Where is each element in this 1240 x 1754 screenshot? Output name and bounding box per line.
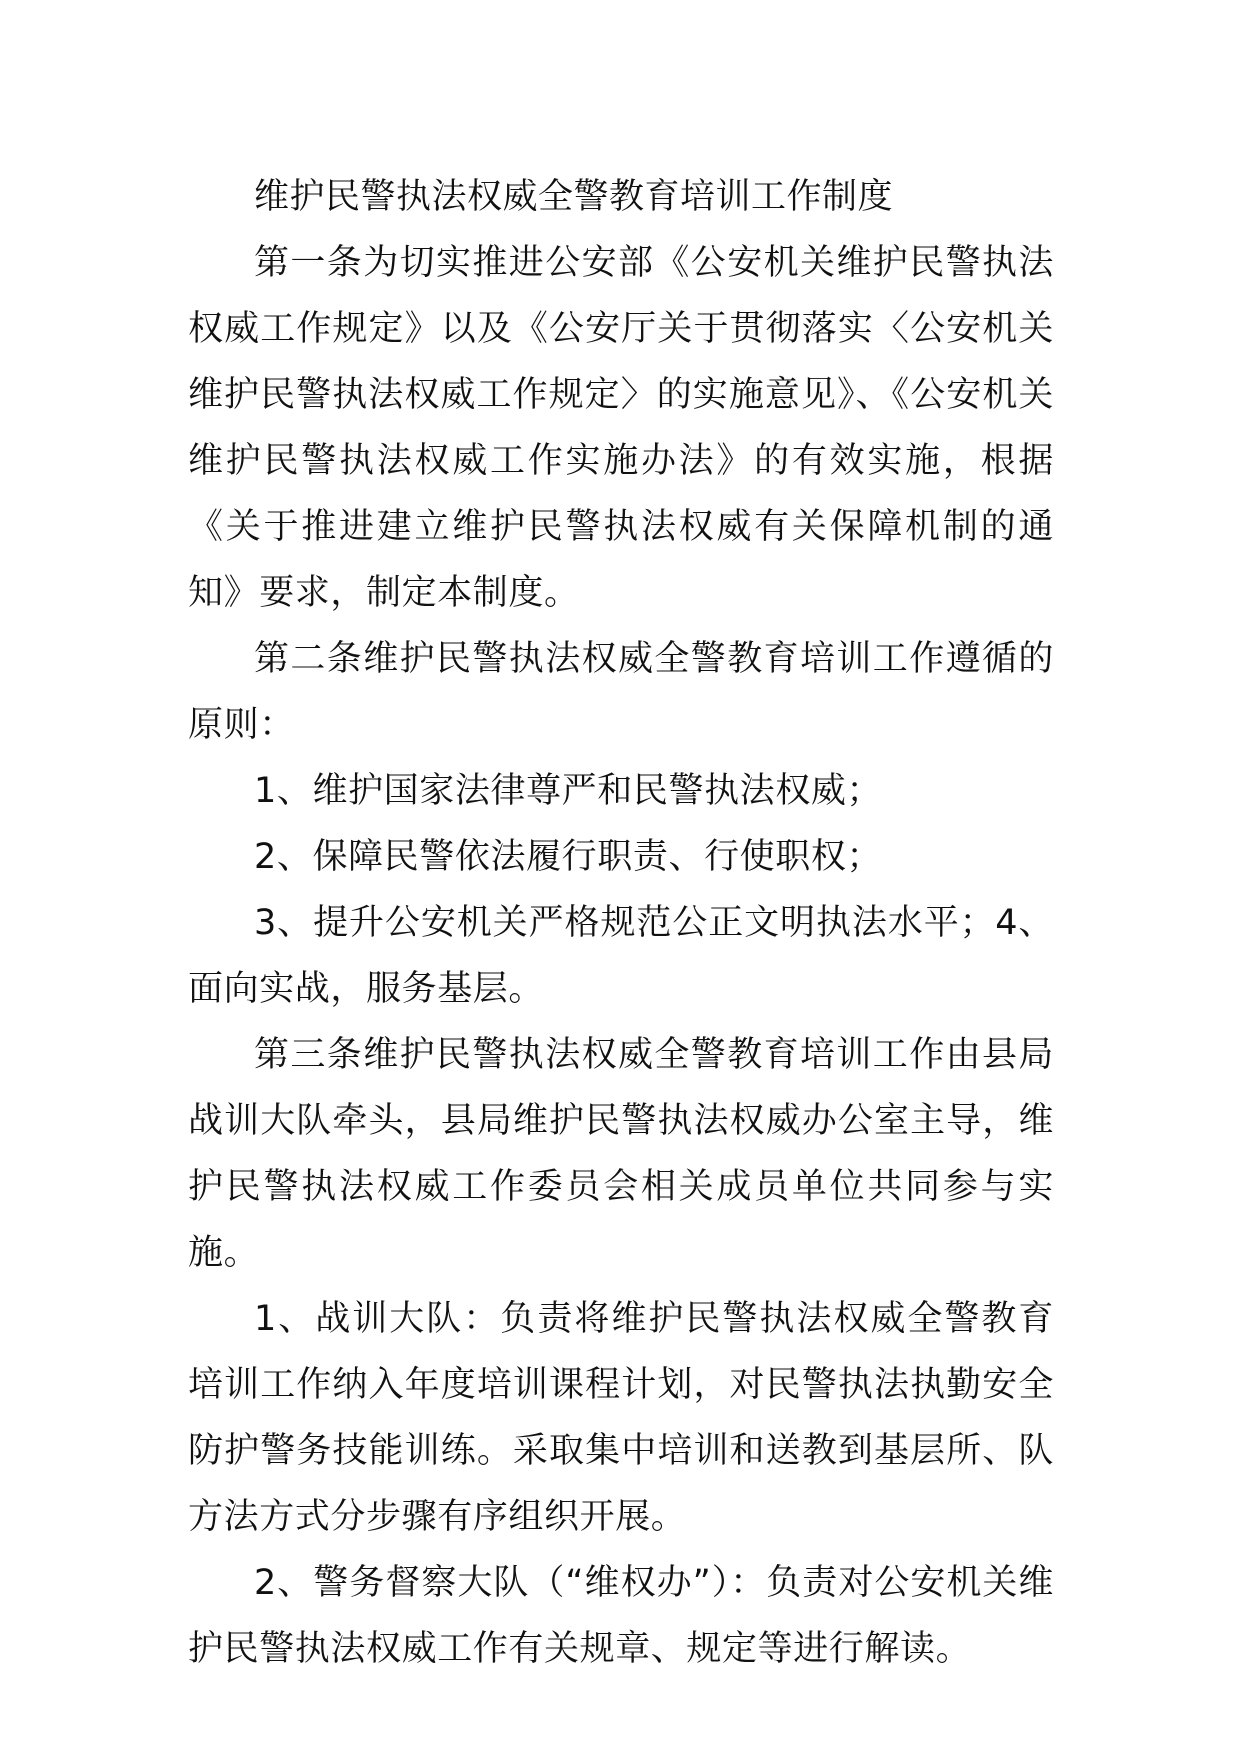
- document-title: 维护民警执法权威全警教育培训工作制度: [254, 177, 894, 217]
- principle-2-paragraph: 2、保障民警依法履行职责、行使职权；: [254, 837, 883, 877]
- article-1-paragraph: 第一条为切实推进公安部《公安机关维护民警执法权威工作规定》以及《公安厅关于贯彻落实〈公安机关维护民警执法权威工作规定〉的实施意见》、《公安机关维护民警执法权威工作实施办法》的有效实施，根据《关于推进建立维护民警执法权威有关保障机制的通知》要求，制定本制度。: [188, 243, 1054, 613]
- duty-2-paragraph: 2、警务督察大队（“维权办”）：负责对公安机关维护民警执法权威工作有关规章、规定等进行解读。: [188, 1563, 1054, 1669]
- article-3-paragraph: 第三条维护民警执法权威全警教育培训工作由县局战训大队牵头，县局维护民警执法权威办公室主导，维护民警执法权威工作委员会相关成员单位共同参与实施。: [188, 1035, 1054, 1273]
- principle-1-paragraph: 1、维护国家法律尊严和民警执法权威；: [254, 771, 883, 811]
- duty-1-paragraph: 1、战训大队：负责将维护民警执法权威全警教育培训工作纳入年度培训课程计划，对民警执法执勤安全防护警务技能训练。采取集中培训和送教到基层所、队方法方式分步骤有序组织开展。: [188, 1299, 1054, 1537]
- article-2-paragraph: 第二条维护民警执法权威全警教育培训工作遵循的原则：: [188, 639, 1054, 745]
- principle-3-4-paragraph: 3、提升公安机关严格规范公正文明执法水平；4、面向实战，服务基层。: [188, 903, 1054, 1009]
- document-page: [188, 164, 1054, 1682]
